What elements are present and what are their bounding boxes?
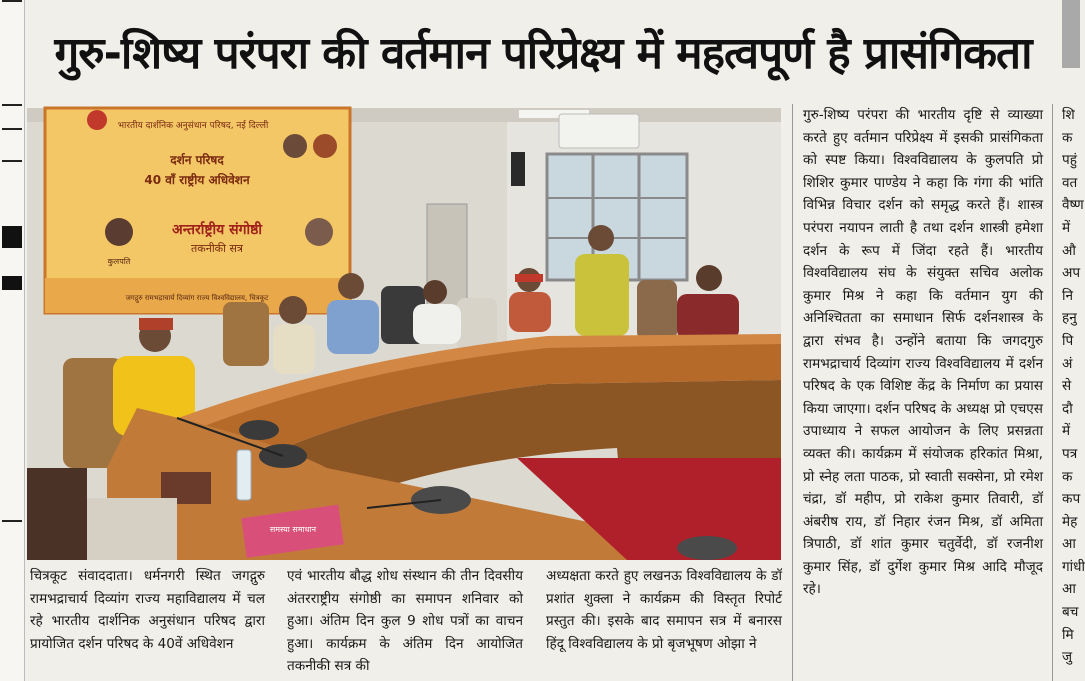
column-rule bbox=[792, 104, 793, 681]
banner-line3: 40 वाँ राष्ट्रीय अधिवेशन bbox=[144, 173, 250, 187]
article-bottom-column-3 bbox=[546, 565, 782, 681]
banner-line5: तकनीकी सत्र bbox=[191, 242, 243, 255]
banner-line1: भारतीय दार्शनिक अनुसंधान परिषद, नई दिल्ली bbox=[117, 121, 269, 131]
column-rule bbox=[1052, 104, 1053, 681]
banner-line2: दर्शन परिषद bbox=[170, 153, 224, 167]
news-photo bbox=[27, 108, 781, 560]
article-paragraph: चित्रकूट संवाददाता। धर्मनगरी स्थित जगद्गुरु रामभद्राचार्य दिव्यांग राज्य महाविद्यालय में चल रहे भारतीय दार्शनिक अनुसंधान परिषद द्वारा प्रायोजित दर्शन परिषद के 40वें अधिवेशन bbox=[30, 568, 265, 652]
mic-label: समस्या समाधान bbox=[269, 525, 317, 534]
headline: गुरु-शिष्य परंपरा की वर्तमान परिप्रेक्ष्य में महत्वपूर्ण है प्रासंगिकता bbox=[54, 28, 1032, 79]
article-right-column bbox=[803, 104, 1043, 681]
banner-line4: अन्तर्राष्ट्रीय संगोष्ठी bbox=[172, 222, 262, 238]
page-margin bbox=[0, 0, 25, 681]
adjacent-headline-fragment bbox=[1062, 0, 1080, 68]
banner-line7: जगद्गुरु रामभद्राचार्य दिव्यांग राज्य विश्वविद्यालय, चित्रकूट bbox=[125, 294, 269, 302]
article-paragraph: अध्यक्षता करते हुए लखनऊ विश्वविद्यालय के डॉ प्रशांत शुक्ला ने कार्यक्रम की विस्तृत रिपोर्ट प्रस्तुत की। इसके बाद समापन सत्र में बनारस हिंदू विश्वविद्यालय के प्रो बृजभूषण ओझा ने bbox=[546, 568, 782, 652]
article-paragraph: शि क पहुं वत वैष्ण में औ अप नि हनु पि अं से दौ में पत्र क कप मेह आ गांधी आ बच मि जु bbox=[1062, 107, 1085, 666]
adjacent-article-column bbox=[1062, 104, 1085, 681]
article-paragraph: गुरु-शिष्य परंपरा की भारतीय दृष्टि से व्याख्या करते हुए वर्तमान परिप्रेक्ष्य में इसकी प्रासंगिकता को स्पष्ट किया। विश्वविद्यालय के कुलपति प्रो शिशिर कुमार पाण्डेय ने कहा कि गंगा की भांति विभिन्न विचार दर्शन को समृद्ध करते हैं। शास्त्र परंपरा नयापन लाती है तथा दर्शन शास्त्री हमेशा दर्शन के रूप में जिंदा रहते हैं। भारतीय विश्वविद्यालय संघ के संयुक्त सचिव अलोक कुमार मिश्र ने कहा कि वर्तमान युग की अनिश्चितता का समाधान सिर्फ दर्शनशास्त्र के द्वारा संभव है। उन्होंने बताया कि जगदगुरु रामभद्राचार्य दिव्यांग राज्य विश्वविद्यालय में दर्शन परिषद के एक विशिष्ट केंद्र के निर्माण का प्रयास किया जाएगा। दर्शन परिषद के अध्यक्ष प्रो एचएस उपाध्याय ने सफल आयोजन के लिए प्रसन्नता व्यक्त की। कार्यक्रम में संयोजक हरिकांत मिश्रा, प्रो स्नेह लता पाठक, प्रो स्वाती सक्सेना, प्रो रमेश चंद्रा, डॉ महीप, प्रो राकेश कुमार तिवारी, डॉ अंबरीष राय, डॉ निहार रंजन मिश्र, डॉ अमिता त्रिपाठी, डॉ शांत कुमार चतुर्वेदी, डॉ रजनीश कुमार सिंह, डॉ दुर्गेश कुमार मिश्र आदि मौजूद रहे। bbox=[803, 107, 1043, 598]
article-bottom-column-2 bbox=[287, 565, 523, 681]
article-bottom-column-1 bbox=[30, 565, 265, 681]
article-paragraph: एवं भारतीय बौद्ध शोध संस्थान की तीन दिवसीय अंतरराष्ट्रीय संगोष्ठी का समापन शनिवार को हुआ। अंतिम दिन कुल 9 शोध पत्रों का वाचन हुआ। कार्यक्रम के अंतिम दिन आयोजित तकनीकी सत्र की bbox=[287, 568, 523, 675]
banner-line6: कुलपति bbox=[107, 257, 131, 266]
